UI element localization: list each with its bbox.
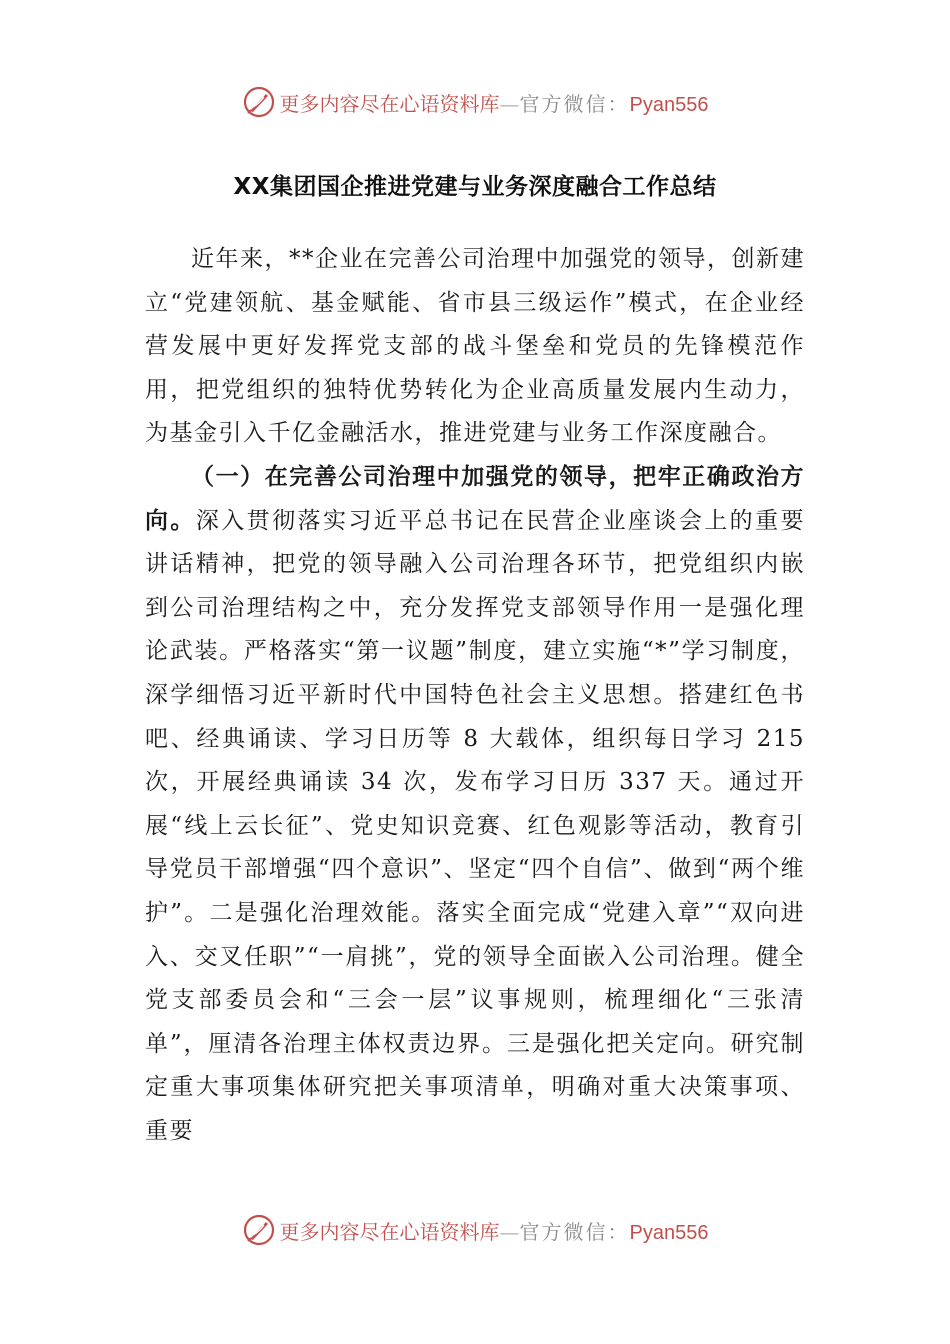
quill-logo-icon: [242, 1213, 276, 1247]
watermark-dash: —: [499, 1219, 520, 1244]
section-1-body: 深入贯彻落实习近平总书记在民营企业座谈会上的重要讲话精神，把党的领导融入公司治理各环节，把党组织内嵌到公司治理结构之中，充分发挥党支部领导作用一是强化理论武装。严格落实“第一议题”制度，建立实施“*”学习制度，深学细悟习近平新时代中国特色社会主义思想。搭建红色书吧、经典诵读、学习日历等 8 大载体，组织每日学习 215 次，开展经典诵读 34 次，发布学习日历 337 天。通过开展“线上云长征”、党史知识竞赛、红色观影等活动，教育引导党员干部增强“四个意识”、坚定“四个自信”、做到“两个维护”。二是强化治理效能。落实全面完成“党建入章”“双向进入、交叉任职”“一肩挑”，党的领导全面嵌入公司治理。健全党支部委员会和“三会一层”议事规则，梳理细化“三张清单”，厘清各治理主体权责边界。三是强化把关定向。研究制定重大事项集体研究把关事项清单，明确对重大决策事项、重要: [145, 507, 806, 1144]
section-1-heading: （一）在完善公司治理中加强党的领导，把牢正确政治方向。: [145, 463, 805, 534]
document-body: [145, 238, 805, 1153]
watermark-label: 官方微信：: [519, 1219, 630, 1244]
watermark-text: [280, 88, 709, 117]
watermark-site-text: 更多内容尽在心语资料库: [279, 91, 500, 116]
watermark-banner-bottom: [0, 1208, 950, 1252]
watermark-site-text: 更多内容尽在心语资料库: [279, 1219, 500, 1244]
section-1-paragraph: [145, 456, 805, 1154]
watermark-text: [280, 1216, 709, 1245]
watermark-label: 官方微信：: [519, 91, 630, 116]
quill-logo-icon: [242, 85, 276, 119]
watermark-code: Pyan556: [629, 93, 709, 116]
watermark-code: Pyan556: [629, 1221, 709, 1244]
intro-paragraph: 近年来，**企业在完善公司治理中加强党的领导，创新建立“党建领航、基金赋能、省市县三级运作”模式，在企业经营发展中更好发挥党支部的战斗堡垒和党员的先锋模范作用，把党组织的独特优势转化为企业高质量发展内生动力，为基金引入千亿金融活水，推进党建与业务工作深度融合。: [145, 246, 805, 447]
watermark-banner-top: [0, 80, 950, 124]
document-title: XX集团国企推进党建与业务深度融合工作总结: [233, 174, 717, 200]
watermark-dash: —: [499, 91, 520, 116]
